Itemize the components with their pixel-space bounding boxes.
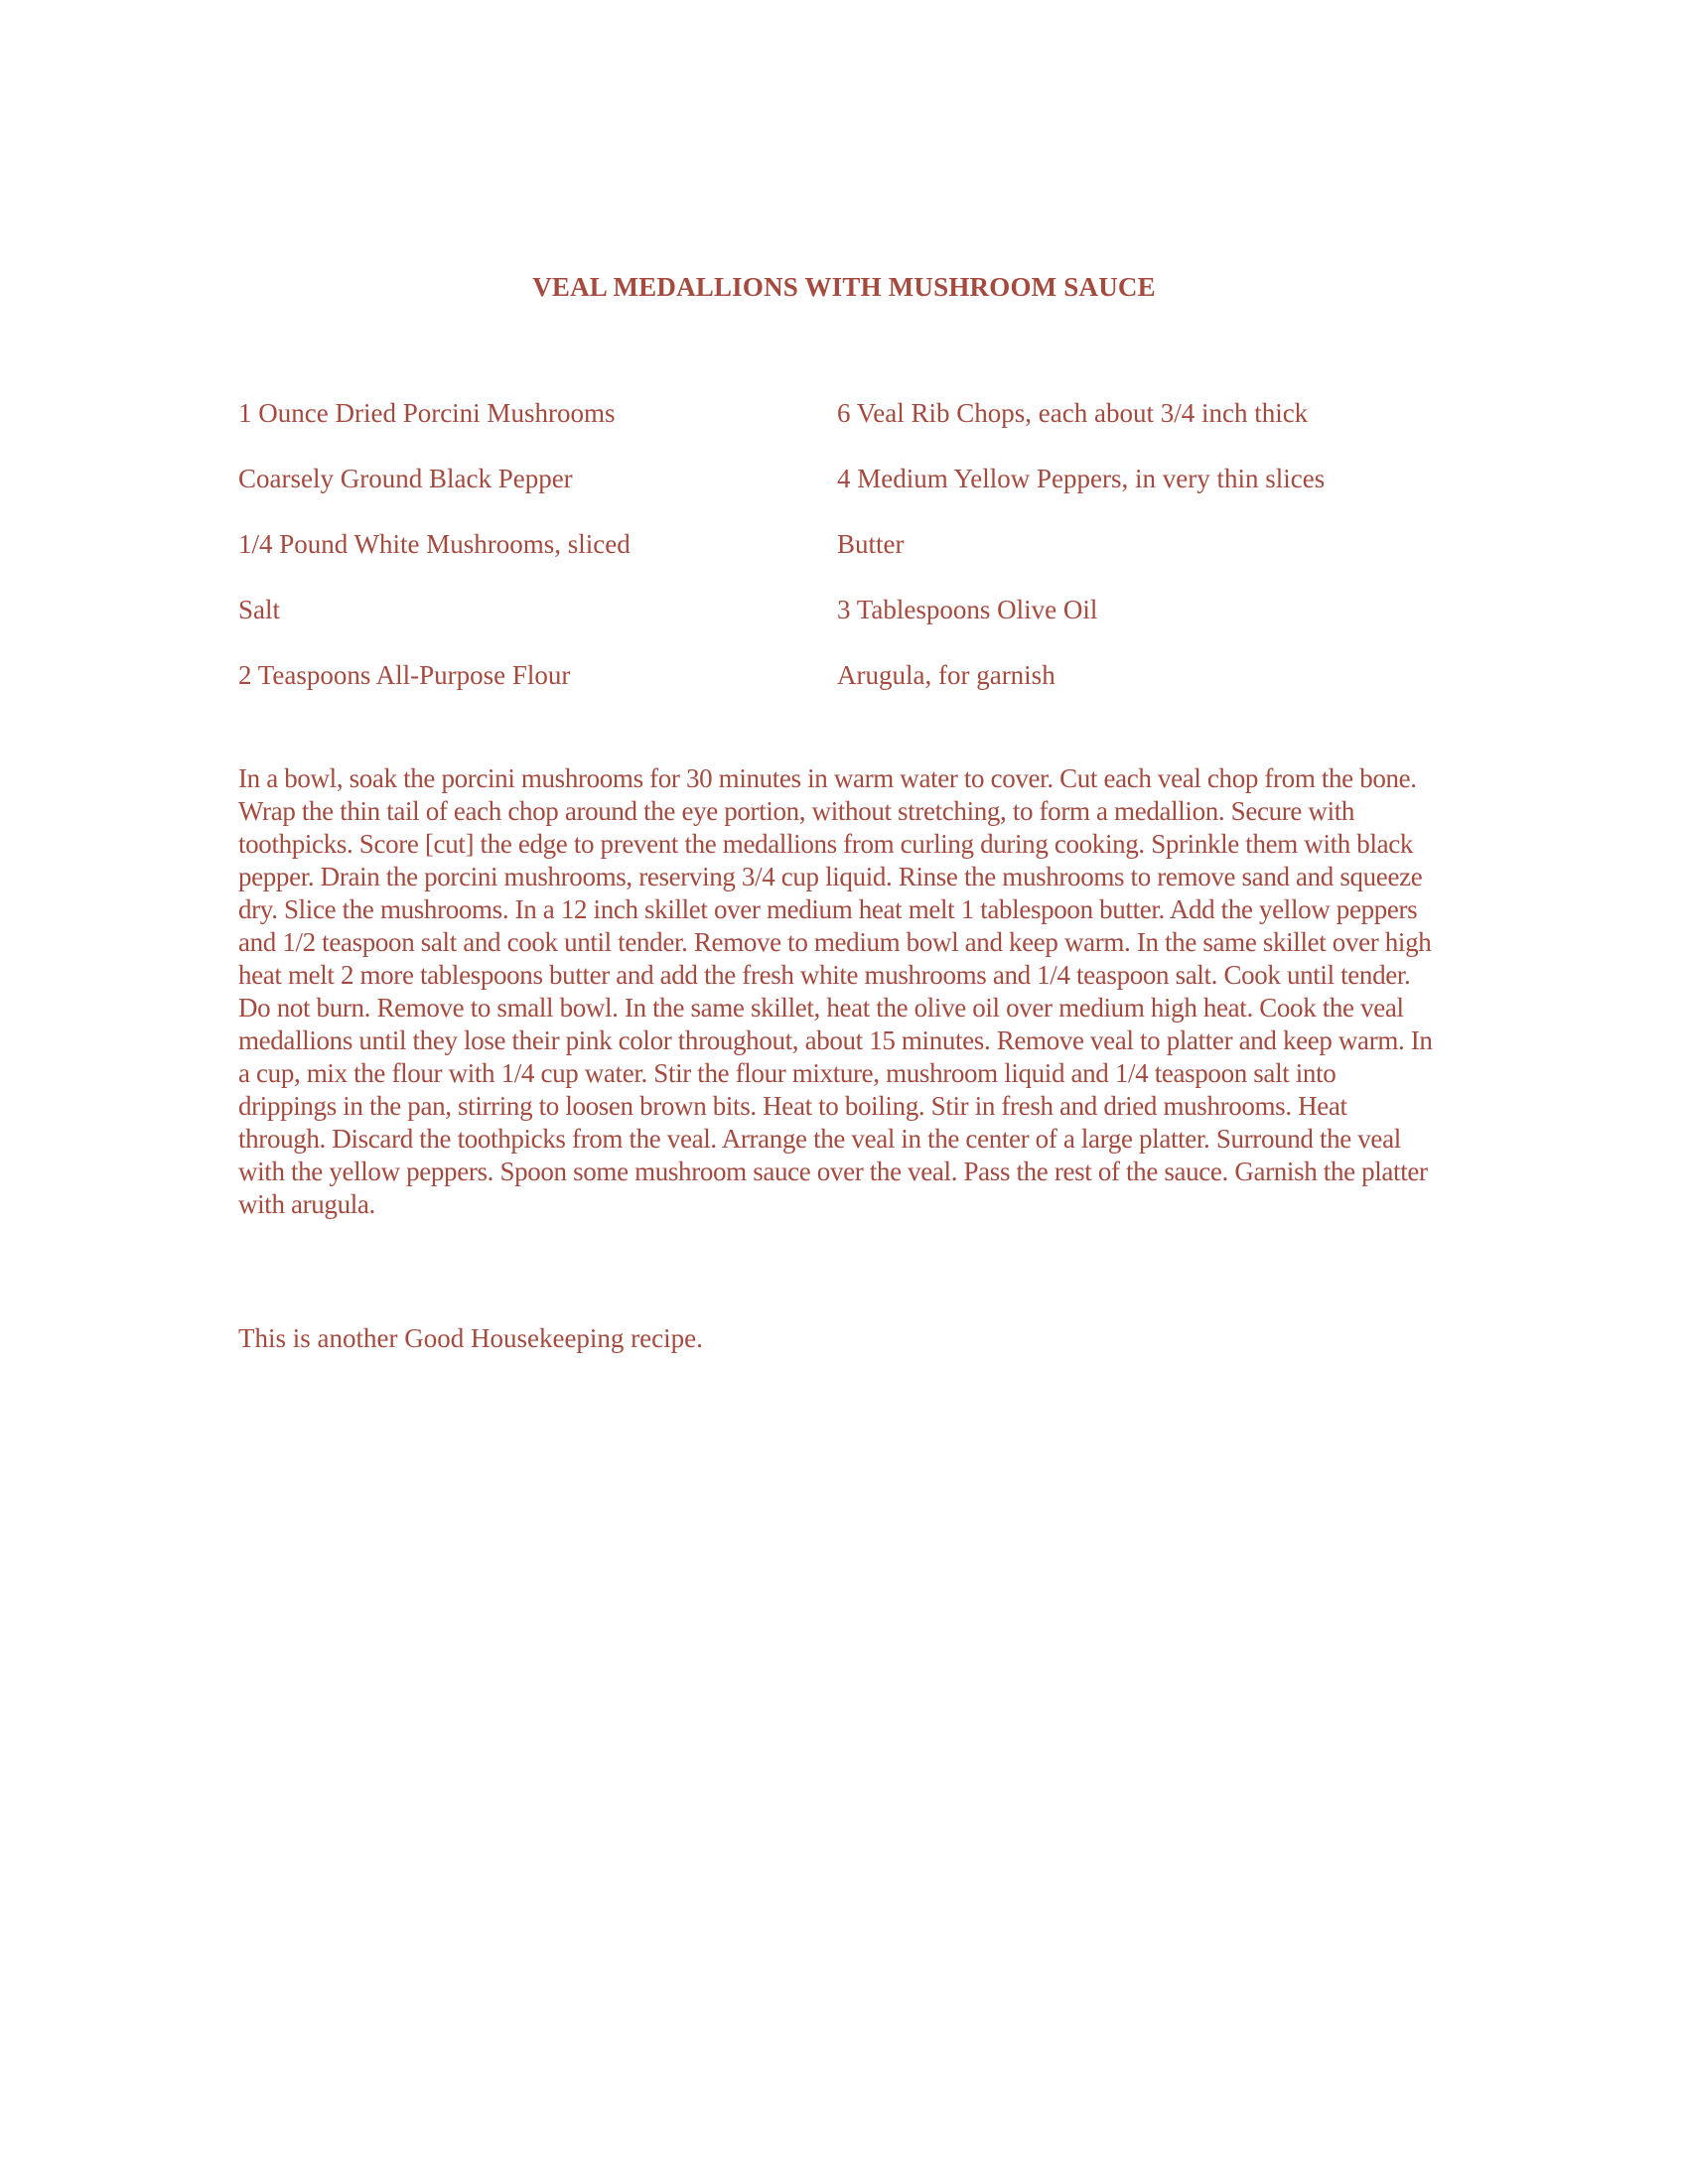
ingredient-item: 3 Tablespoons Olive Oil (837, 595, 1098, 624)
recipe-title: VEAL MEDALLIONS WITH MUSHROOM SAUCE (532, 272, 1156, 302)
ingredients-right-column (837, 395, 1430, 723)
ingredient-item: 1/4 Pound White Mushrooms, sliced (238, 529, 631, 559)
recipe-footnote: This is another Good Housekeeping recipe. (238, 1323, 703, 1353)
ingredient-item: Salt (238, 595, 281, 624)
ingredients-list (238, 395, 1430, 723)
ingredients-left-column (238, 395, 837, 723)
ingredient-item: 2 Teaspoons All-Purpose Flour (238, 660, 571, 690)
ingredient-item: Coarsely Ground Black Pepper (238, 464, 573, 493)
ingredient-item: Arugula, for garnish (837, 660, 1055, 690)
recipe-instructions: In a bowl, soak the porcini mushrooms for 30 minutes in warm water to cover. Cut each veal chop from the bone. Wrap the thin tail of each chop around the eye portion, without stretching, to form a medallion. Secure with toothpicks. Score [cut] the edge to prevent the medallions from curling during cooking. Sprinkle them with black pepper. Drain the porcini mushrooms, reserving 3/4 cup liquid. Rinse the mushrooms to remove sand and squeeze dry. Slice the mushrooms. In a 12 inch skillet over medium heat melt 1 tablespoon butter. Add the yellow peppers and 1/2 teaspoon salt and cook until tender. Remove to medium bowl and keep warm. In the same skillet over high heat melt 2 more tablespoons butter and add the fresh white mushrooms and 1/4 teaspoon salt. Cook until tender. Do not burn. Remove to small bowl. In the same skillet, heat the olive oil over medium high heat. Cook the veal medallions until they lose their pink color throughout, about 15 minutes. Remove veal to platter and keep warm. In a cup, mix the flour with 1/4 cup water. Stir the flour mixture, mushroom liquid and 1/4 teaspoon salt into drippings in the pan, stirring to loosen brown bits. Heat to boiling. Stir in fresh and dried mushrooms. Heat through. Discard the toothpicks from the veal. Arrange the veal in the center of a large platter. Surround the veal with the yellow peppers. Spoon some mushroom sauce over the veal. Pass the rest of the sauce. Garnish the platter with arugula. (238, 763, 1433, 1219)
ingredient-item: 1 Ounce Dried Porcini Mushrooms (238, 398, 616, 428)
ingredient-item: 4 Medium Yellow Peppers, in very thin slices (837, 464, 1326, 493)
ingredient-item: Butter (837, 529, 905, 559)
ingredient-item: 6 Veal Rib Chops, each about 3/4 inch thick (837, 398, 1309, 428)
